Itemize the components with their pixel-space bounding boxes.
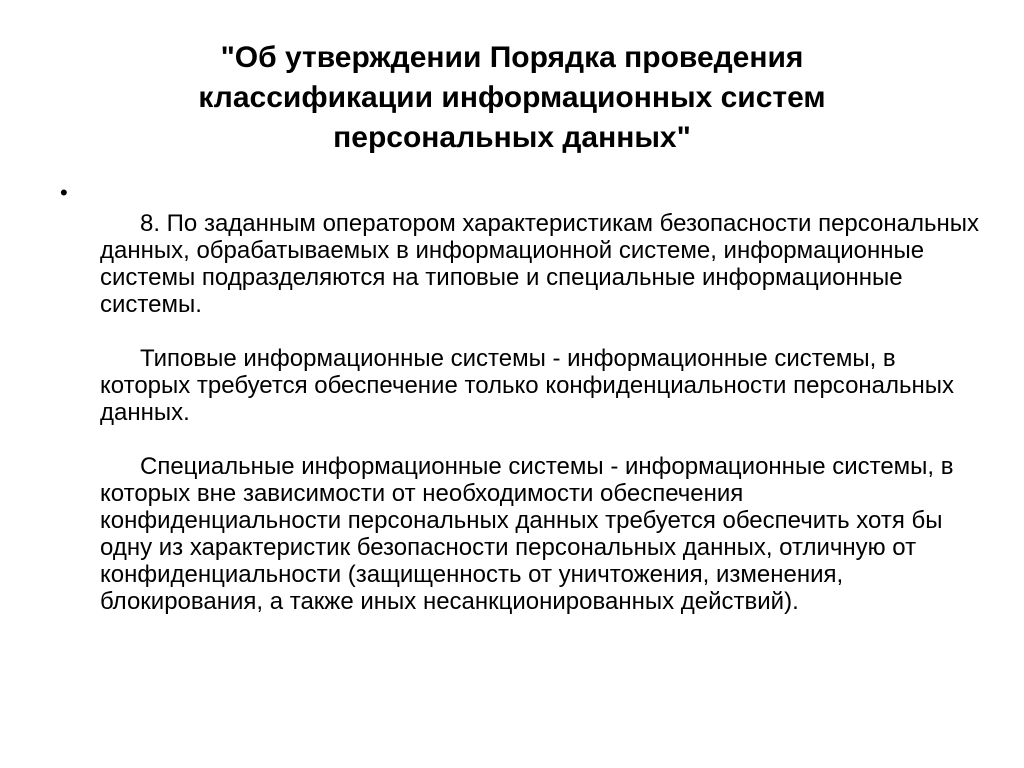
paragraph-item-8: 8. По заданным оператором характеристикам безопасности персональных данных, обрабатываемых в информационной системе, информационные системы подразделяются на типовые и специальные информационные системы. [100, 210, 979, 318]
paragraph-special-systems: Специальные информационные системы - информационные системы, в которых вне зависимости от необходимости обеспечения конфиденциальности персональных данных требуется обеспечить хотя бы одну из характеристик безопасности персональных данных, отличную от конфиденциальности (защищенность от уничтожения, изменения, блокирования, а также иных несанкционированных действий). [100, 453, 954, 615]
paragraph-typical-systems: Типовые информационные системы - информационные системы, в которых требуется обеспечение только конфиденциальности персональных данных. [100, 345, 955, 426]
slide-body [100, 210, 980, 642]
bullet-marker: • [60, 180, 68, 205]
slide-title: "Об утверждении Порядка проведения классификации информационных систем персональных данных" [198, 41, 826, 154]
